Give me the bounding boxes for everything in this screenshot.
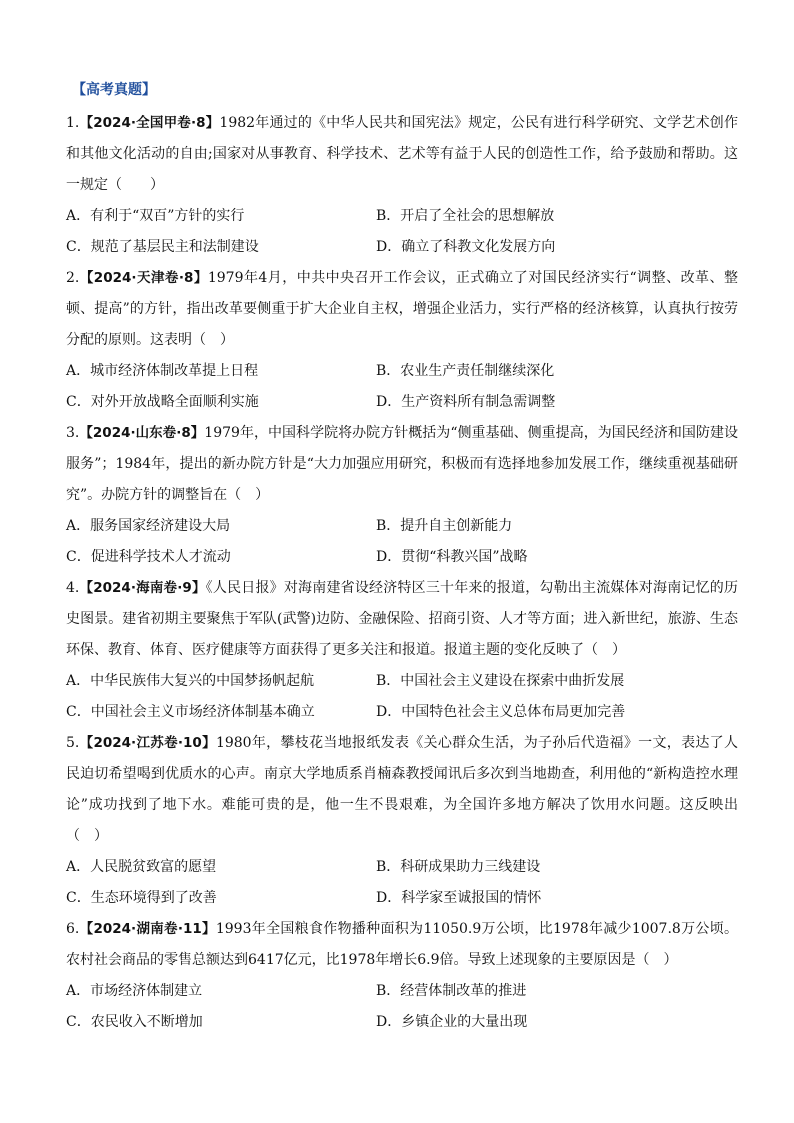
question-stem (66, 914, 738, 976)
option-c[interactable]: C．中国社会主义市场经济体制基本确立 (66, 704, 315, 720)
options (66, 976, 738, 1038)
question-number: 4. (66, 580, 80, 596)
option-d[interactable]: D．贯彻“科教兴国”战略 (376, 549, 528, 565)
option-b[interactable]: B．开启了全社会的思想解放 (376, 208, 555, 224)
question-number: 3. (66, 425, 80, 441)
option-c[interactable]: C．生态环境得到了改善 (66, 890, 217, 906)
question-6 (66, 914, 738, 1038)
options (66, 201, 738, 263)
option-a[interactable]: A．中华民族伟大复兴的中国梦扬帆起航 (66, 673, 315, 689)
question-stem (66, 573, 738, 666)
source-tag: 【2024·湖南卷·11】 (79, 921, 216, 937)
question-stem (66, 108, 738, 201)
source-tag: 【2024·全国甲卷·8】 (79, 115, 220, 131)
option-b[interactable]: B．科研成果助力三线建设 (376, 859, 541, 875)
option-d[interactable]: D．科学家至诚报国的情怀 (376, 890, 542, 906)
question-number: 1. (66, 115, 80, 131)
source-tag: 【2024·天津卷·8】 (79, 270, 208, 286)
option-d[interactable]: D．生产资料所有制急需调整 (376, 394, 556, 410)
option-c[interactable]: C．促进科学技术人才流动 (66, 549, 231, 565)
option-a[interactable]: A．城市经济体制改革提上日程 (66, 363, 259, 379)
question-text: 1993年全国粮食作物播种面积为11050.9万公顷，比1978年减少1007.8万公顷。农村社会商品的零售总额达到6417亿元，比1978年增长6.9倍。导致上述现象的主要原因是（ ） (66, 921, 738, 968)
question-1 (66, 108, 738, 263)
option-a[interactable]: A．人民脱贫致富的愿望 (66, 859, 217, 875)
source-tag: 【2024·山东卷·8】 (79, 425, 205, 441)
option-c[interactable]: C．农民收入不断增加 (66, 1014, 203, 1030)
options (66, 356, 738, 418)
question-text: 1980年，攀枝花当地报纸发表《关心群众生活，为子孙后代造福》一文，表达了人民迫切希望喝到优质水的心声。南京大学地质系肖楠森教授闻讯后多次到当地勘查，利用他的“新构造控水理论”成功找到了地下水。难能可贵的是，他一生不畏艰难，为全国许多地方解决了饮用水问题。这反映出（ ） (66, 735, 738, 844)
source-tag: 【2024·江苏卷·10】 (79, 735, 216, 751)
question-3 (66, 418, 738, 573)
question-text: 1982年通过的《中华人民共和国宪法》规定，公民有进行科学研究、文学艺术创作和其他文化活动的自由;国家对从事教育、科学技术、艺术等有益于人民的创造性工作，给予鼓励和帮助。这一规定（ ） (66, 115, 738, 193)
question-text: 1979年4月，中共中央召开工作会议，正式确立了对国民经济实行“调整、改革、整顿、提高”的方针，指出改革要侧重于扩大企业自主权，增强企业活力，实行严格的经济核算，认真执行按劳分配的原则。这表明（ ） (66, 270, 738, 348)
option-d[interactable]: D．确立了科教文化发展方向 (376, 239, 556, 255)
option-a[interactable]: A．市场经济体制建立 (66, 983, 203, 999)
option-c[interactable]: C．规范了基层民主和法制建设 (66, 239, 259, 255)
question-number: 2. (66, 270, 80, 286)
option-b[interactable]: B．提升自主创新能力 (376, 518, 513, 534)
option-b[interactable]: B．经营体制改革的推进 (376, 983, 527, 999)
option-d[interactable]: D．乡镇企业的大量出现 (376, 1014, 528, 1030)
question-text: 1979年，中国科学院将办院方针概括为“侧重基础、侧重提高，为国民经济和国防建设服务”；1984年，提出的新办院方针是“大力加强应用研究，积极而有选择地参加发展工作，继续重视基础研究”。办院方针的调整旨在（ ） (66, 425, 738, 503)
question-stem (66, 728, 738, 852)
question-4 (66, 573, 738, 728)
options (66, 852, 738, 914)
option-c[interactable]: C．对外开放战略全面顺利实施 (66, 394, 259, 410)
option-b[interactable]: B．中国社会主义建设在探索中曲折发展 (376, 673, 625, 689)
question-2 (66, 263, 738, 418)
question-stem (66, 263, 738, 356)
section-title: 【高考真题】 (72, 82, 156, 98)
option-a[interactable]: A．有利于“双百”方针的实行 (66, 208, 245, 224)
option-d[interactable]: D．中国特色社会主义总体布局更加完善 (376, 704, 626, 720)
options (66, 511, 738, 573)
option-b[interactable]: B．农业生产责任制继续深化 (376, 363, 555, 379)
question-text: 《人民日报》对海南建省设经济特区三十年来的报道，勾勒出主流媒体对海南记忆的历史图景。建省初期主要聚焦于军队(武警)边防、金融保险、招商引资、人才等方面；进入新世纪，旅游、生态环保、教育、体育、医疗健康等方面获得了更多关注和报道。报道主题的变化反映了（ ） (66, 580, 738, 658)
question-stem (66, 418, 738, 511)
question-number: 5. (66, 735, 80, 751)
options (66, 666, 738, 728)
option-a[interactable]: A．服务国家经济建设大局 (66, 518, 231, 534)
question-5 (66, 728, 738, 914)
source-tag: 【2024·海南卷·9】 (79, 580, 206, 596)
question-number: 6. (66, 921, 80, 937)
